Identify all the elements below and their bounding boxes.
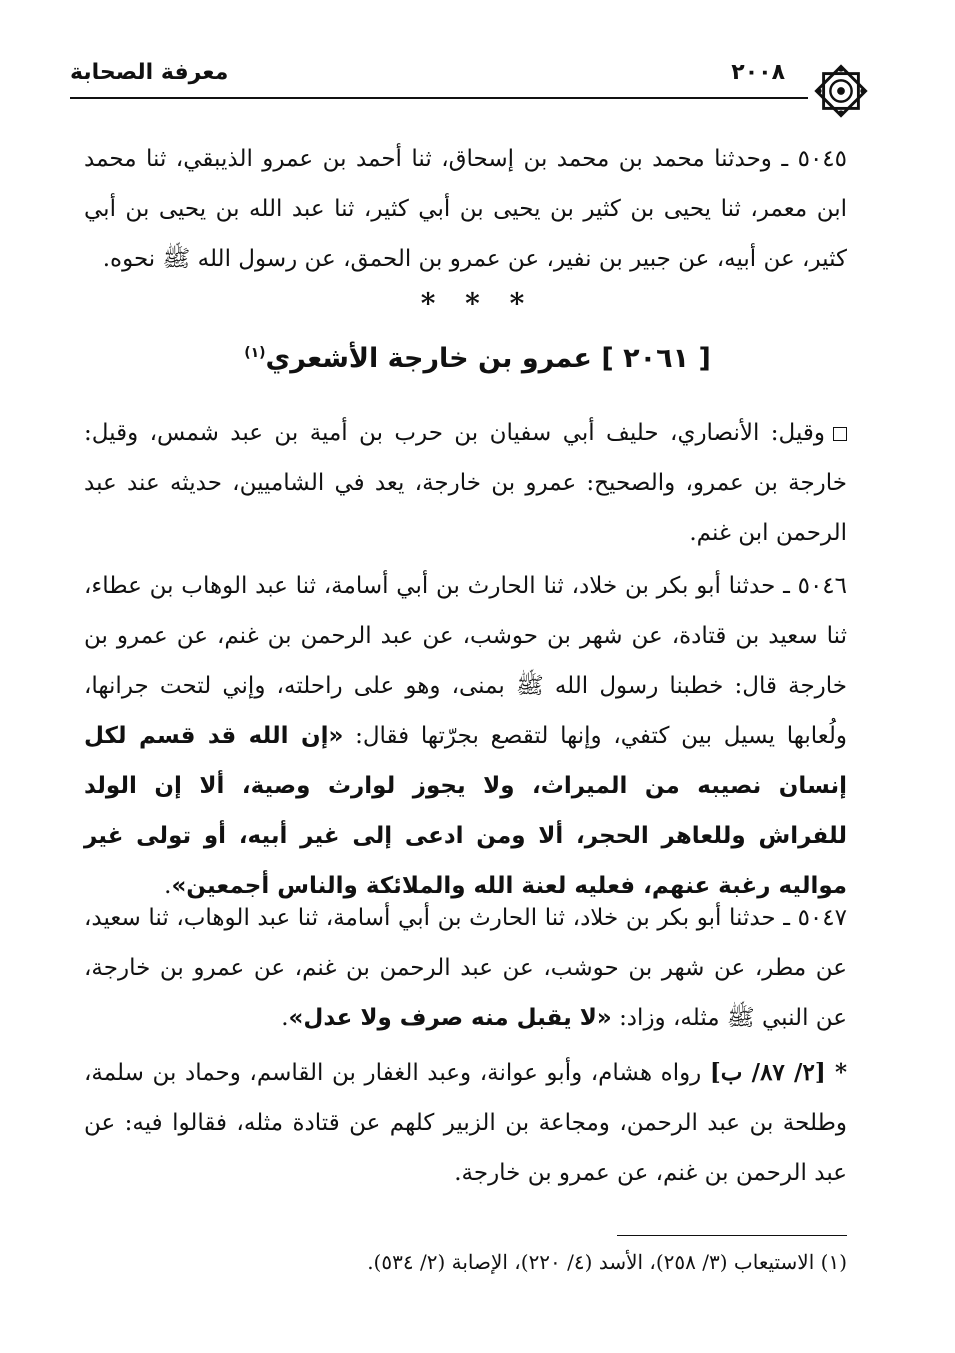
header-divider [70,97,808,99]
page-number: ٢٠٠٨ [731,60,785,85]
footnote-reference: (١) [244,345,266,361]
hadith-number: ٥٠٤٦ [797,573,848,599]
manuscript-folio-mark: * [٢/ ٨٧/ ب] [709,1059,847,1086]
hadith-number: ٥٠٤٥ [797,146,848,172]
footnote: (١) الاستيعاب (٣/ ٢٥٨)، الأسد (٤/ ٢٢٠)، الإصابة (٢/ ٥٣٤). [367,1250,847,1274]
paragraph-text: وقيل: الأنصاري، حليف أبي سفيان بن حرب بن أمية بن عبد شمس، وقيل: خارجة بن عمرو، والصحيح: عمرو بن خارجة، يعد في الشاميين، حديثه عند عبد الرحمن ابن غنم. [84,420,847,546]
paragraph-end: . [281,1005,289,1031]
star-ornament-icon [812,62,870,120]
narration-note [84,1048,847,1198]
entry-title: [ ٢٠٦١ ] عمرو بن خارجة الأشعري [265,343,711,374]
paragraph-text: ـ حدثنا أبو بكر بن خلاد، ثنا الحارث بن أبي أسامة، ثنا عبد الوهاب بن عطاء، ثنا سعيد بن قتادة، عن شهر بن حوشب، عن عبد الرحمن بن غنم، عن عمرو بن خارجة قال: خطبنا رسول الله ﷺ بمنى، وهو على راحلته، وإني لتحت جرانها، ولُعابها يسيل بين كتفي، وإنها لتقصع بجرّتها فقال: [84,573,847,749]
paragraph-text: ـ حدثنا أبو بكر بن خلاد، ثنا الحارث بن أبي أسامة، ثنا عبد الوهاب، ثنا سعيد، عن مطر، عن شهر بن حوشب، عن عبد الرحمن بن غنم، عن عمرو بن خارجة، عن النبي ﷺ مثله، وزاد: [84,905,847,1031]
hadith-quote: «إن الله قد قسم لكل إنسان نصيبه من الميراث، ولا يجوز لوارث وصية، ألا إن الولد للفراش وللعاهر الحجر، ألا ومن ادعى إلى غير أبيه، أو تولى غير مواليه رغبة عنهم، فعليه لعنة الله والملائكة والناس أجمعين» [84,723,847,899]
page-header [70,58,860,98]
hadith-quote: «لا يقبل منه صرف ولا عدل» [288,1005,612,1031]
paragraph-end: . [164,873,172,899]
square-marker-icon [833,427,847,441]
footnote-divider [617,1235,847,1236]
book-title: معرفة الصحابة [70,60,229,85]
paragraph-text: رواه هشام، وأبو عوانة، وعبد الغفار بن القاسم، وحماد بن سلمة، وطلحة بن عبد الرحمن، ومجاعة بن الزبير كلهم عن قتادة مثله، فقالوا فيه: عن عبد الرحمن بن غنم، عن عمرو بن خارجة. [84,1060,847,1186]
hadith-number: ٥٠٤٧ [797,905,847,931]
hadith-paragraph-5047 [84,893,847,1043]
paragraph-text: ـ وحدثنا محمد بن محمد بن إسحاق، ثنا أحمد بن عمرو الذيبقي، ثنا محمد ابن معمر، ثنا يحيى بن كثير بن يحيى بن أبي كثير، ثنا عبد الله بن يحيى بن أبي كثير، عن أبيه، عن جبير بن نفير، عن عمرو بن الحمق، عن رسول الله ﷺ نحوه. [84,146,847,272]
entry-heading [0,343,955,374]
section-separator: * * * [420,287,535,320]
entry-description [84,408,847,558]
hadith-paragraph-5045 [84,134,847,284]
hadith-paragraph-5046 [84,561,847,911]
